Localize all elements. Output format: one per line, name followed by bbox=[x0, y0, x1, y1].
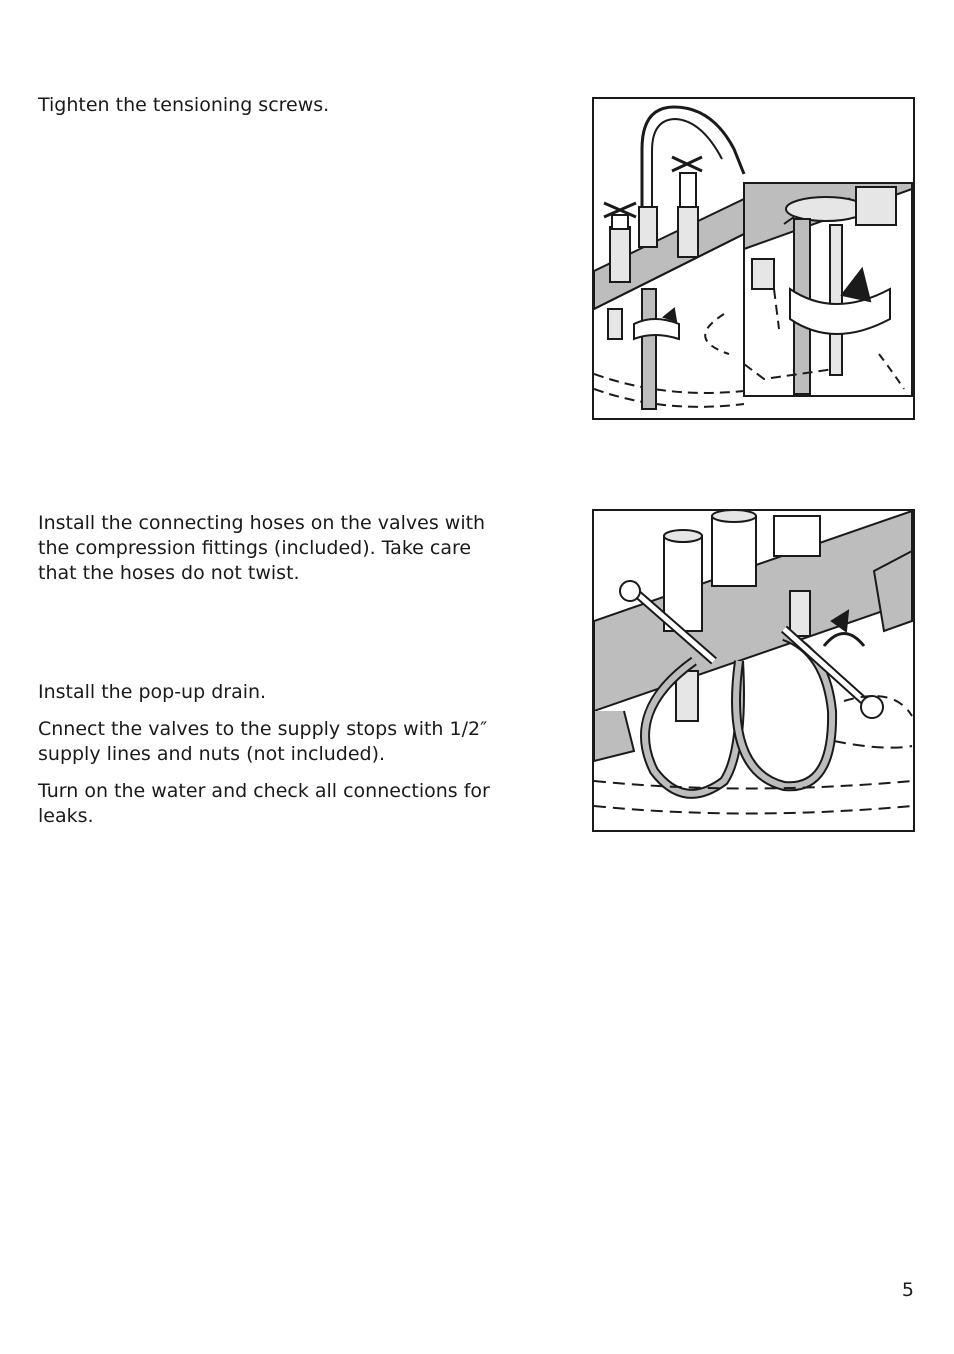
step-popup-drain: Install the pop-up drain. bbox=[38, 681, 267, 703]
step-check-leaks: Turn on the water and check all connections for leaks. bbox=[38, 780, 490, 827]
step-connect-supply: Cnnect the valves to the supply stops with 1/2″ supply lines and nuts (not included). bbox=[38, 718, 488, 765]
step-install-hoses: Install the connecting hoses on the valves with the compression fittings (included). Take care that the hoses do not twist. bbox=[38, 512, 486, 584]
page-number: 5 bbox=[901, 1279, 914, 1301]
tighten-screws-illustration bbox=[592, 97, 915, 420]
install-hoses-illustration bbox=[592, 509, 915, 832]
step-tighten-screws: Tighten the tensioning screws. bbox=[38, 94, 330, 116]
